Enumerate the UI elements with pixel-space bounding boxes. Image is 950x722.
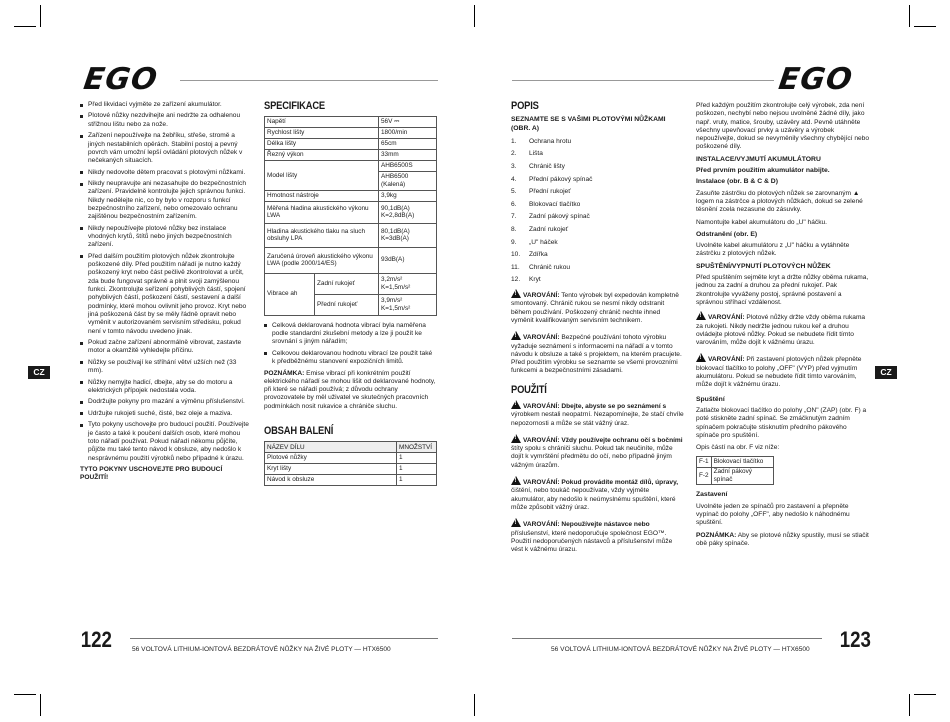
header-rule	[512, 80, 774, 81]
usage-heading: POUŽITÍ	[511, 383, 547, 396]
list-item	[511, 176, 684, 184]
charge-note: Před prvním použitím akumulátor nabijte.	[696, 167, 830, 175]
footer-text-left: 56 VOLTOVÁ LITHIUM-IONTOVÁ BEZDRÁTOVÉ NŮŽKY NA ŽIVÉ PLOTY — HTX6500	[132, 646, 391, 653]
table-cell: Napětí	[265, 117, 379, 128]
table-header-cell: NÁZEV DÍLU	[265, 442, 397, 453]
table-row	[697, 457, 774, 467]
table-header-cell: MNOŽSTVÍ	[397, 442, 437, 453]
item-number: 3.	[511, 163, 517, 171]
list-item	[511, 239, 684, 247]
table-cell: Plotové nůžky	[265, 453, 397, 464]
table-row	[265, 150, 437, 161]
table-row	[265, 475, 437, 486]
table-row	[265, 128, 437, 139]
ego-logo-right: EGO	[776, 62, 856, 97]
note-paragraph	[264, 370, 437, 411]
table-row	[265, 190, 437, 201]
install-label: Instalace (obr. B & C & D)	[696, 178, 778, 186]
crop-mark	[14, 694, 36, 695]
crop-mark	[14, 26, 36, 27]
item-label: Lišta	[529, 150, 543, 158]
warning-icon	[511, 434, 521, 443]
crop-mark	[914, 26, 936, 27]
cell-value: K=2,8dB(A)	[381, 212, 415, 220]
warning-emphasis: Dbejte, abyste se po seznámení s	[561, 402, 667, 410]
table-header-row	[265, 442, 437, 453]
item-number: 10.	[511, 251, 521, 259]
table-cell	[379, 294, 437, 315]
start-stop-text: Před spuštěním sejměte kryt a držte nůžky oběma rukama, jednou za zadní a druhou za přední rukojeť. Pak zkontrolujte vyváženy postoj, správné postavení a správnou stříhací vzdálenost.	[696, 274, 869, 306]
crop-mark	[914, 694, 936, 695]
warning-emphasis: Nepoužívejte nástavce nebo	[561, 521, 650, 529]
left-column-2	[264, 102, 437, 486]
table-cell: AHB6500S	[379, 161, 437, 172]
table-row	[265, 139, 437, 150]
item-number: 4.	[511, 175, 517, 183]
warning-block	[511, 289, 684, 325]
safety-list	[80, 101, 250, 463]
item-label: Zadní rukojeť	[529, 226, 569, 234]
list-item: Nikdy nepoužívejte plotové nůžky bez instalace vhodných krytů, štítů nebo jiných bezpečnostních zařízení.	[80, 225, 250, 250]
table-row	[265, 273, 437, 294]
crop-mark	[909, 694, 910, 716]
list-item: Zařízení nepoužívejte na žebříku, střeše, stromě a jiných nestabilních opěrách. Stabilní postoj a pevný povrch vám umožní lepší ovládání plotových nůžek v nečekaných situacích.	[80, 132, 250, 165]
crop-mark	[909, 5, 910, 27]
warning-label: VAROVÁNÍ:	[523, 521, 560, 529]
table-cell: F-1	[697, 457, 712, 467]
list-item: Před dalším použitím plotových nůžek zkontrolujte poškozené díly. Před použitím nářadí je nutno každý poškozený kryt nebo část pečlivě zkontrolovat a určit, zda bude fungovat správně a plnit svoji zamýšlenou funkci. Zkontrolujte seřízení pohyblivých částí, spojení pohyblivých částí, poškození částí, sestavení a další podmínky, které mohou ovlivnit jeho provoz. Kryt nebo jiná poškozená část by se měly řádně opravit nebo vyměnit v autorizovaném servisním středisku, pokud není v tomto návodu uvedeno jinak.	[80, 253, 250, 336]
warning-text: Bezpečné používání tohoto výrobku vyžaduje seznámení s informacemi na nářadí a v tomto návodu k obsluze a také s projektem, na kterém pracujete. Před použitím výrobku se seznamte se všemi provozními funkcemi a bezpečnostními zásadami.	[511, 334, 682, 375]
item-label: Přední pákový spínač	[529, 175, 593, 183]
warning-text: štíty spolu s chrániči sluchu. Pokud tak neučiníte, může dojít k vymrštění předmětu do očí, nebo případně jiným vážným úrazům.	[511, 445, 673, 469]
list-item: Nůžky nemyjte hadicí, dbejte, aby se do motoru a elektrických přípojek nedostala voda.	[80, 379, 250, 396]
page-number-left: 122	[80, 627, 112, 652]
page-number-right: 123	[839, 627, 871, 652]
table-cell: AHB6500 (Kalená)	[379, 172, 437, 191]
warning-label: VAROVÁNÍ:	[523, 436, 560, 444]
figure-caption: Opis částí na obr. F viz níže:	[696, 444, 780, 452]
cell-value: K=1,5m/s²	[381, 283, 411, 291]
list-item: Plotové nůžky nezdvihejte ani nedržte za odhalenou střižnou lištu nebo za nože.	[80, 112, 250, 129]
footer-rule	[512, 638, 822, 639]
list-item	[511, 188, 684, 196]
keep-instructions-note: TYTO POKYNY USCHOVEJTE PRO BUDOUCÍ POUŽITÍ!	[80, 466, 223, 482]
right-column-1	[511, 102, 684, 560]
warning-icon	[696, 353, 706, 362]
table-cell	[379, 273, 437, 294]
stop-label: Zastavení	[696, 491, 728, 499]
table-cell: Zaručená úroveň akustického výkonu LWA (podle 2000/14/ES)	[265, 247, 379, 273]
list-item	[511, 251, 684, 259]
inspection-paragraph: Před každým použitím zkontrolujte celý výrobek, zda není poškozen, nechybí nebo nejsou uvolněné žádné díly, jako např. vruty, matice, šrouby, uzávěry atd. Pevně utáhněte všechny upevňovací prvky a uzávěry a výrobek nepoužívejte, dokud se nevyměnily všechny chybějící nebo poškozené díly.	[696, 102, 870, 151]
item-number: 11.	[511, 263, 520, 271]
list-item: Celková deklarovaná hodnota vibrací byla naměřena podle standardní zkušební metody a lze ji použít ke srovnání s jiným nářadím;	[264, 322, 437, 347]
table-cell: Zadní rukojeť	[315, 273, 379, 294]
item-label: Kryt	[529, 276, 541, 284]
warning-label: VAROVÁNÍ:	[523, 479, 560, 487]
warning-icon	[511, 289, 521, 298]
list-item: Pokud začne zařízení abnormálně vibrovat, zastavte motor a okamžitě vyhledejte příčinu.	[80, 339, 250, 356]
list-item	[511, 163, 684, 171]
cell-value: 3,2m/s²	[381, 276, 403, 284]
warning-label: VAROVÁNÍ:	[523, 292, 560, 300]
warning-label: VAROVÁNÍ:	[708, 314, 745, 322]
table-cell: Zadní pákový spínač	[711, 467, 773, 485]
warning-text: čištění, nebo toukáč nepoužívate, vždy vyjměte akumulátor, aby nedošlo k neúmyslnému spuštění, které může způsobit vážný úraz.	[511, 487, 676, 511]
table-cell: 65cm	[379, 139, 437, 150]
table-row	[697, 467, 774, 485]
item-label: Ochrana hrotu	[529, 137, 572, 145]
warning-block	[696, 311, 869, 347]
language-tab-right: CZ	[875, 366, 897, 379]
list-item: Nikdy neupravujte ani nezasahujte do bezpečnostních zařízení. Pravidelně kontrolujte jejich správnou funkci. Nikdy nedělejte nic, co by bylo v rozporu s funkcí bezpečnostního zařízení, nebo omezovalo ochranu zajištěnou bezpečnostním zařízením.	[80, 180, 250, 221]
list-item	[511, 150, 684, 158]
warning-label: VAROVÁNÍ:	[708, 356, 745, 364]
crop-mark	[40, 694, 41, 716]
table-cell: Měřená hladina akustického výkonu LWA	[265, 201, 379, 223]
warning-label: VAROVÁNÍ:	[523, 402, 560, 410]
parts-list	[511, 138, 684, 285]
footer-rule	[130, 638, 438, 639]
table-row	[265, 247, 437, 273]
vibration-table	[264, 273, 437, 316]
header-rule	[180, 80, 438, 81]
table-cell: 1	[397, 475, 437, 486]
note-text: Emise vibrací při konkrétním použití elektrického nářadí se mohou lišit od deklarované hodnoty, při které se nářadí používá; z důvodu ochrany provozovatele by měl uživatel ve skutečných pracovních podmínkách nosit rukavice a chrániče sluchu.	[264, 369, 436, 410]
list-item: Nůžky se používají ke stříhání větví užších než (33 mm).	[80, 359, 250, 376]
install-text: Namontujte kabel akumulátoru do „U" háčku.	[696, 218, 827, 226]
list-item	[511, 138, 684, 146]
warning-block	[511, 331, 684, 375]
list-item: Nikdy nedovolte dětem pracovat s plotovými nůžkami.	[80, 169, 250, 177]
start-label: Spuštění	[696, 395, 725, 403]
item-label: Přední rukojeť	[529, 188, 571, 196]
table-cell: Vibrace ah	[265, 273, 315, 315]
table-cell: Blokovací tlačítko	[711, 457, 773, 467]
table-cell: 1	[397, 453, 437, 464]
item-label: Zadní pákový spínač	[529, 213, 590, 221]
table-cell	[379, 201, 437, 223]
table-row	[265, 453, 437, 464]
cell-value: 3,9m/s²	[381, 297, 403, 305]
battery-heading: INSTALACE/VYJMUTÍ AKUMULÁTORU	[696, 155, 821, 163]
list-item: Celkovou deklarovanou hodnotu vibrací lze použít také k předběžnému stanovení expozičních limitů.	[264, 350, 437, 367]
start-text: Zatlačte blokovací tlačítko do polohy „ON" (ZAP) (obr. F) a poté stiskněte zadní spínač. Se zmáčknutým zadním spínačem pokračujte stisknutím předního pákového spínače pro spuštění.	[696, 406, 867, 439]
table-row	[265, 201, 437, 223]
item-number: 6.	[511, 200, 517, 208]
table-cell	[379, 223, 437, 247]
item-number: 9.	[511, 238, 517, 246]
table-cell: 33mm	[379, 150, 437, 161]
item-label: Chránič lišty	[529, 163, 565, 171]
specification-heading: SPECIFIKACE	[264, 100, 326, 112]
item-label: Chránič rukou	[529, 263, 571, 271]
ego-logo-left: EGO	[81, 62, 161, 97]
warning-block	[696, 353, 869, 389]
item-label: Zdířka	[529, 251, 548, 259]
spec-table	[264, 116, 437, 273]
package-contents-heading: OBSAH BALENÍ	[264, 425, 334, 438]
table-row	[265, 161, 437, 172]
warning-text: Plotové nůžky držte vždy oběma rukama za rukojeti. Nikdy nedržte jednou rukou keř a druhou ovládejte plotové nůžky. Pokud se nebudete řídit tímto varováním, může dojít k vážnému úrazu.	[696, 314, 866, 347]
note-label: POZNÁMKA:	[696, 531, 737, 539]
description-subheading: SEZNAMTE SE S VAŠIMI PLOTOVÝMI NŮŽKAMI (OBR. A)	[511, 116, 666, 132]
table-cell: Rychlost lišty	[265, 128, 379, 139]
warning-text: příslušenství, které nedoporučuje společnost EGO™. Použití nedoporučených nástavců a příslušenství může vést k vážnému úrazu.	[511, 529, 673, 554]
table-cell: F-2	[697, 467, 712, 485]
note-label: POZNÁMKA:	[264, 369, 305, 377]
warning-block	[511, 400, 684, 428]
cell-value: K=3dB(A)	[381, 235, 409, 243]
item-number: 7.	[511, 213, 517, 221]
list-item	[511, 213, 684, 221]
cell-value: 80,1dB(A)	[381, 227, 410, 235]
list-item: Tyto pokyny uschovejte pro budoucí použití. Používejte je často a také k poučení dalších osob, které mohou toto nářadí používat. Pokud nářadí někomu půjčíte, půjčte mu také tento návod k obsluze, aby nedošlo k nesprávnému použití výrobků nebo případné k úrazu.	[80, 421, 250, 462]
contents-table	[264, 441, 437, 486]
item-number: 2.	[511, 150, 517, 158]
left-column-1	[80, 101, 250, 483]
removal-text: Uvolněte kabel akumulátoru z „U" háčku a vytáhněte zástrčku z plotových nůžek.	[696, 242, 850, 258]
table-cell: Přední rukojeť	[315, 294, 379, 315]
description-heading: POPIS	[511, 100, 539, 112]
warning-emphasis: Vždy používejte ochranu očí s bočními	[561, 436, 683, 444]
warning-text: výrobkem nestali neopatrní. Nezapomínejte, že stačí chvíle nepozornosti a může se stát vážný úraz.	[511, 411, 684, 427]
warning-icon	[511, 400, 521, 409]
table-cell: Hmotnost nástroje	[265, 190, 379, 201]
crop-mark	[474, 5, 475, 27]
warning-text: Tento výrobek byl expedován kompletně smontovaný. Chránič rukou se nesmí nikdy odstranit během používání. Poškozený chránič nechte ihned vyměnit kvalifikovaným servisním technikem.	[511, 292, 679, 324]
list-item	[511, 226, 684, 234]
table-cell: Model lišty	[265, 161, 379, 191]
table-cell: 56V ⎓	[379, 117, 437, 128]
warning-icon	[696, 311, 706, 320]
list-item: Dodržujte pokyny pro mazání a výměnu příslušenství.	[80, 398, 250, 406]
note-paragraph	[696, 532, 869, 549]
start-stop-heading: SPUŠTĚNÍ/VYPNUTÍ PLOTOVÝCH NŮŽEK	[696, 262, 831, 270]
table-cell: 3,9kg	[379, 190, 437, 201]
install-text: Zasuňte zástrčku do plotových nůžek se zarovnaným ▲ logem na zástrčce a plotových nůžkách, dokud se zelené těsnění zcela nezasune do zásuvky.	[696, 189, 863, 214]
warning-block	[511, 518, 684, 554]
table-cell: 1	[397, 464, 437, 475]
table-cell: Návod k obsluze	[265, 475, 397, 486]
footer-text-right: 56 VOLTOVÁ LITHIUM-IONTOVÁ BEZDRÁTOVÉ NŮŽKY NA ŽIVÉ PLOTY — HTX6500	[551, 646, 810, 653]
warning-label: VAROVÁNÍ:	[523, 334, 560, 342]
table-row	[265, 464, 437, 475]
item-number: 5.	[511, 188, 517, 196]
right-column-2	[696, 102, 869, 548]
vibration-notes	[264, 322, 437, 367]
list-item	[511, 276, 684, 284]
cell-value: K=1,5m/s²	[381, 304, 411, 312]
list-item	[511, 201, 684, 209]
table-cell: 1800/min	[379, 128, 437, 139]
warning-text: Při zastavení plotových nůžek přepněte blokovací tlačítko to polohy „OFF" (VYP) před vyjmutím akumulátoru. Pokud se nebudete řídit tímto varováním, může dojít k vážnému úrazu.	[696, 356, 862, 389]
table-row	[265, 117, 437, 128]
note-text: Aby se plotové nůžky spustily, musí se stlačit obě páky spínače.	[696, 531, 869, 547]
warning-block	[511, 434, 684, 470]
item-number: 12.	[511, 276, 521, 284]
table-cell: 93dB(A)	[379, 247, 437, 273]
table-cell: Řezný výkon	[265, 150, 379, 161]
warning-icon	[511, 331, 521, 340]
item-label: Blokovací tlačítko	[529, 200, 581, 208]
item-number: 1.	[511, 137, 517, 145]
figure-f-table	[696, 456, 774, 485]
removal-label: Odstranění (obr. E)	[696, 230, 758, 238]
crop-mark	[474, 694, 475, 716]
list-item: Před likvidací vyjměte ze zařízení akumulátor.	[80, 101, 250, 109]
item-number: 8.	[511, 226, 517, 234]
table-cell: Kryt lišty	[265, 464, 397, 475]
warning-emphasis: Pokud provádíte montáž dílů, úpravy,	[561, 479, 679, 487]
table-cell: Hladina akustického tlaku na sluch obsluhy LPA	[265, 223, 379, 247]
table-cell: Délka lišty	[265, 139, 379, 150]
table-row	[265, 223, 437, 247]
warning-block	[511, 476, 684, 512]
cell-value: 90,1dB(A)	[381, 204, 410, 212]
warning-icon	[511, 476, 521, 485]
warning-icon	[511, 518, 521, 527]
list-item	[511, 264, 684, 272]
list-item: Udržujte rukojeti suché, čisté, bez oleje a maziva.	[80, 410, 250, 418]
language-tab-left: CZ	[28, 366, 50, 379]
stop-text: Uvolněte jeden ze spínačů pro zastavení a přepněte vypínač do polohy „OFF", aby nedošlo k náhodnému spuštění.	[696, 502, 850, 527]
item-label: „U" háček	[529, 238, 558, 246]
crop-mark	[40, 5, 41, 27]
